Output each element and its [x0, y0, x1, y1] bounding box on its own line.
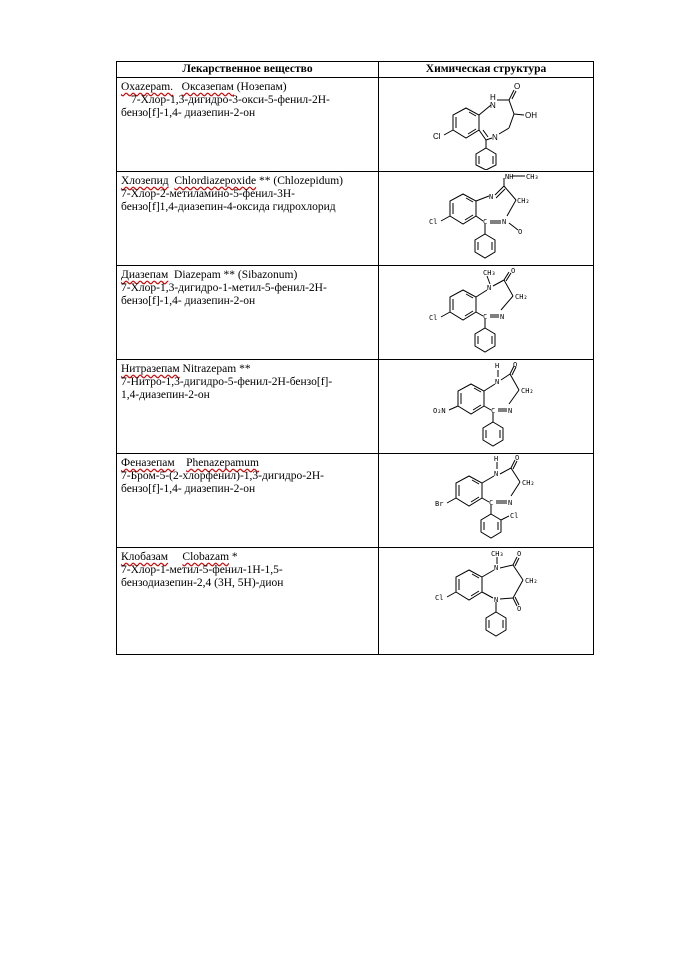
drug-name-cell	[117, 454, 379, 548]
atom-n1: N	[494, 564, 499, 572]
header-drug-substance: Лекарственное вещество	[117, 62, 379, 78]
atom-cl: Cl	[429, 314, 438, 322]
atom-n4: N	[500, 313, 505, 321]
table-row	[117, 78, 594, 172]
atom-c: C	[483, 218, 488, 226]
atom-c: C	[489, 499, 494, 507]
drug-iupac-line-2: бензо[f]-1,4- диазепин-2-он	[121, 107, 256, 119]
atom-ch3: CH₃	[483, 269, 496, 277]
drug-iupac-line-2: бензо[f]-1,4- диазепин-2-он	[121, 295, 256, 307]
drug-iupac-line-1: 7-Бром-5-(2-хлорфенил)-1,3-дигидро-2H-	[121, 470, 324, 482]
atom-cl: Cl	[435, 594, 444, 602]
drug-latin-name: Нитразепам	[121, 363, 180, 375]
drug-iupac-line-2: бензодиазепин-2,4 (3H, 5H)-	[121, 577, 260, 589]
atom-n4: N	[508, 407, 513, 415]
atom-o: O	[514, 82, 521, 91]
structure-cell	[379, 172, 594, 266]
table-row	[117, 548, 594, 655]
atom-cl: Cl	[510, 512, 519, 520]
atom-n4: N	[492, 133, 498, 142]
oxazepam-structure	[406, 78, 566, 170]
atom-cl: Cl	[429, 218, 438, 226]
phenazepam-structure	[401, 454, 571, 546]
atom-n1: N	[489, 193, 494, 201]
atom-ch3: CH₃	[526, 173, 539, 181]
drug-name	[117, 78, 378, 94]
atom-ch3: CH₃	[491, 550, 504, 558]
table-row	[117, 454, 594, 548]
drug-extra-name: ** (Chlozepidum)	[259, 175, 343, 187]
atom-ch2: CH₂	[525, 577, 538, 585]
atom-o2: O	[517, 605, 522, 613]
atom-n4: N	[502, 218, 507, 226]
atom-h: H	[490, 93, 496, 102]
drug-iupac-line-1: 7-Нитро-1,3-дигидро-5-фенил-2H-бензо[f]-	[121, 376, 333, 388]
atom-nh: NH	[505, 173, 514, 181]
atom-o: O	[513, 361, 518, 369]
drug-latin-name: Клобазам	[121, 551, 169, 563]
atom-no2: O₂N	[433, 407, 446, 415]
drug-iupac-line-1: 7-Хлор-1,3-дигидро-3-окси-5-фенил-2H-	[131, 94, 330, 106]
drug-extra-name: (Нозепам)	[236, 81, 287, 93]
drug-russian-name: Clobazam	[182, 551, 230, 563]
diazepam-structure	[401, 266, 571, 358]
structure-cell	[379, 266, 594, 360]
atom-o: O	[511, 267, 516, 275]
atom-n1: N	[487, 284, 492, 292]
table-row	[117, 266, 594, 360]
atom-ch2: CH₂	[517, 197, 530, 205]
drug-russian-name: Phenazepamum	[186, 457, 259, 469]
drug-name-cell	[117, 172, 379, 266]
drug-extra-name: **	[239, 363, 251, 375]
atom-c: C	[483, 313, 488, 321]
structure-cell	[379, 78, 594, 172]
atom-ch2: CH₂	[521, 387, 534, 395]
header-chemical-structure: Химическая структура	[379, 62, 594, 78]
atom-h: H	[495, 362, 500, 370]
drug-name	[117, 360, 378, 376]
drug-iupac-line-1: 7-Хлор-2-метиламино-5-фенил-3H-	[121, 188, 295, 200]
chlordiazepoxide-structure	[401, 172, 571, 264]
drug-iupac-line-2: бензо[f]1,4-диазепин-4-оксида гидрохлорид	[121, 201, 336, 213]
table-header-row	[117, 62, 594, 78]
drug-name	[117, 172, 378, 188]
atom-o1: O	[517, 550, 522, 558]
atom-n1: N	[495, 378, 500, 386]
drug-name	[117, 548, 378, 564]
atom-ch2: CH₂	[522, 479, 535, 487]
drug-iupac-line-2-wrap	[117, 577, 378, 590]
atom-br: Br	[435, 500, 444, 508]
drug-table	[116, 61, 594, 655]
drug-iupac-line-2: бензо[f]-1,4- диазепин-2-он	[121, 483, 256, 495]
drug-iupac-line-1: 7-Хлор-1-метил-5-фенил-1H-1,5-	[121, 564, 283, 576]
atom-n4: N	[508, 499, 513, 507]
drug-iupac-line-2: 1,4-диазепин-2-он	[121, 389, 210, 401]
drug-russian-name: Оксазепам	[181, 81, 234, 93]
drug-iupac-line-2-suffix: дион	[259, 577, 284, 589]
drug-russian-name: Chlordiazepoxide	[174, 175, 257, 187]
drug-latin-name: Диазепам	[121, 269, 169, 281]
drug-russian-name: Nitrazepam	[182, 363, 237, 375]
table-row	[117, 172, 594, 266]
structure-cell	[379, 360, 594, 454]
atom-h: H	[494, 455, 499, 463]
drug-latin-name: Хлозепид	[121, 175, 169, 187]
drug-name-cell	[117, 548, 379, 655]
atom-ch2: CH₂	[515, 293, 528, 301]
atom-o: O	[518, 228, 523, 236]
atom-n1: N	[494, 470, 499, 478]
drug-name	[117, 454, 378, 470]
drug-extra-name: ** (Sibazonum)	[223, 269, 298, 281]
structure-cell	[379, 454, 594, 548]
atom-o: O	[515, 454, 520, 462]
drug-latin-name: Oxazepam.	[121, 81, 174, 93]
drug-name-cell	[117, 266, 379, 360]
drug-name	[117, 266, 378, 282]
drug-name-cell	[117, 360, 379, 454]
clobazam-structure	[401, 548, 571, 652]
table-row	[117, 360, 594, 454]
atom-oh: OH	[525, 111, 537, 120]
drug-iupac-line-1: 7-Хлор-1,3-дигидро-1-метил-5-фенил-2H-	[121, 282, 327, 294]
drug-extra-name: *	[231, 551, 238, 563]
structure-cell	[379, 548, 594, 655]
atom-n1: N	[490, 101, 496, 110]
drug-name-cell	[117, 78, 379, 172]
drug-latin-name: Феназепам	[121, 457, 175, 469]
drug-russian-name: Diazepam	[174, 269, 221, 281]
atom-cl: Cl	[433, 132, 441, 141]
nitrazepam-structure	[401, 360, 571, 452]
atom-n5: N	[494, 596, 499, 604]
atom-c: C	[491, 407, 496, 415]
